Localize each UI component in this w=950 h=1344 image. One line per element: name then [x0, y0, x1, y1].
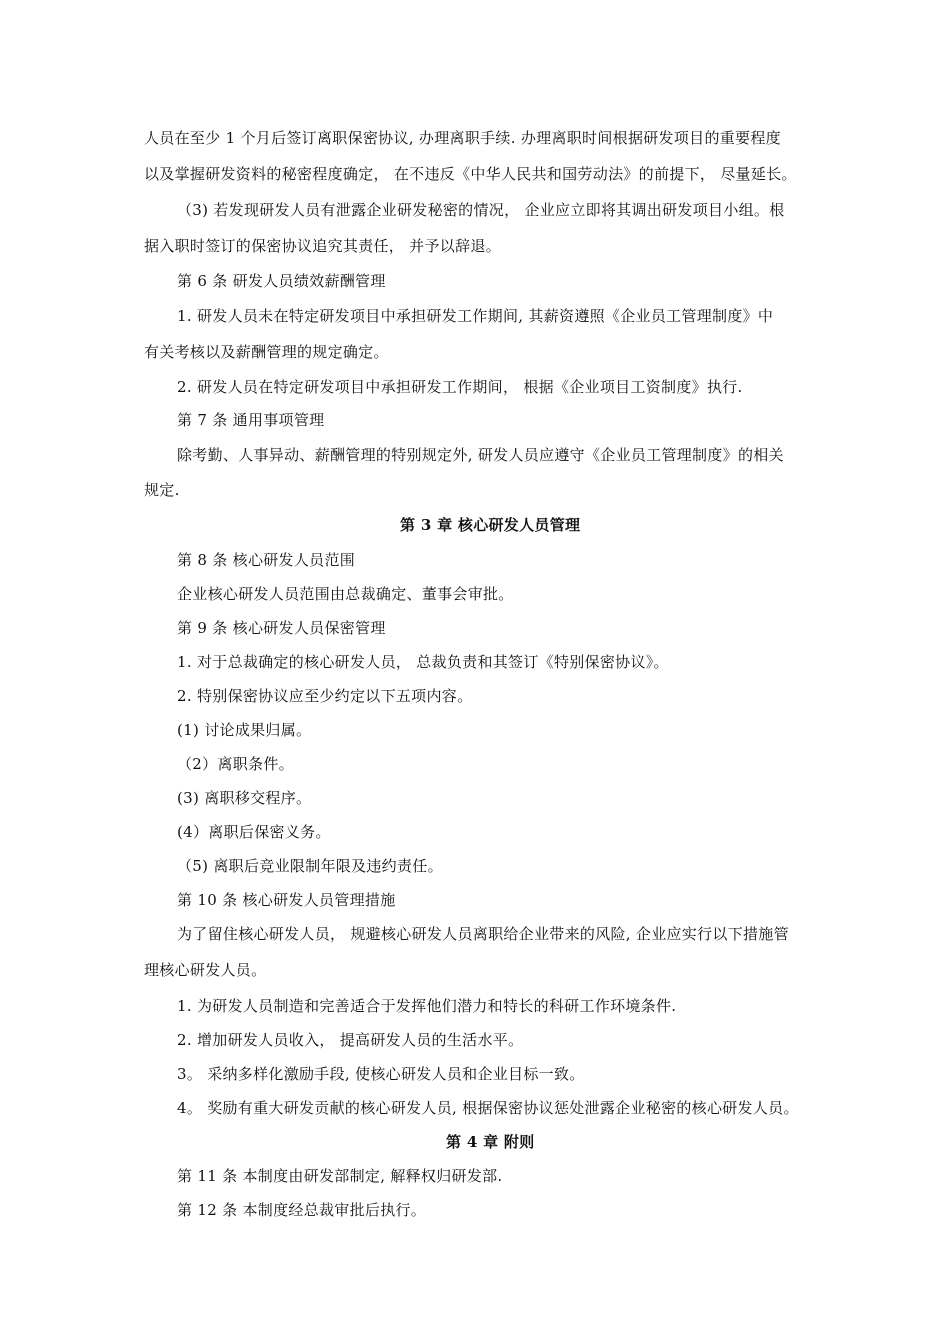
paragraph-line: 有关考核以及薪酬管理的规定确定。	[144, 343, 389, 361]
paragraph-line: （3) 若发现研发人员有泄露企业研发秘密的情况， 企业应立即将其调出研发项目小组。根	[177, 201, 785, 219]
list-item: 3。 采纳多样化激励手段, 使核心研发人员和企业目标一致。	[177, 1065, 585, 1083]
chapter-heading: 第 3 章 核心研发人员管理	[400, 516, 581, 534]
article-title: 第 7 条 通用事项管理	[177, 411, 325, 429]
chapter-heading: 第 4 章 附则	[446, 1133, 535, 1151]
article-title: 第 10 条 核心研发人员管理措施	[177, 891, 396, 909]
list-item: 2. 增加研发人员收入， 提高研发人员的生活水平。	[177, 1031, 524, 1049]
list-item: 4。 奖励有重大研发贡献的核心研发人员, 根据保密协议惩处泄露企业秘密的核心研发人员。	[177, 1099, 799, 1117]
paragraph-line: 为了留住核心研发人员， 规避核心研发人员离职给企业带来的风险, 企业应实行以下措施管	[177, 925, 789, 943]
paragraph-line: 理核心研发人员。	[144, 961, 267, 979]
paragraph-line: 2. 特别保密协议应至少约定以下五项内容。	[177, 687, 473, 705]
paragraph-line: 1. 对于总裁确定的核心研发人员， 总裁负责和其签订《特别保密协议》。	[177, 653, 669, 671]
paragraph-line: 企业核心研发人员范围由总裁确定、董事会审批。	[177, 585, 514, 603]
list-item: (1) 讨论成果归属。	[177, 721, 312, 739]
list-item: 1. 为研发人员制造和完善适合于发挥他们潜力和特长的科研工作环境条件.	[177, 997, 677, 1015]
list-item: （5) 离职后竞业限制年限及违约责任。	[177, 857, 443, 875]
article-title: 第 6 条 研发人员绩效薪酬管理	[177, 272, 386, 290]
paragraph-line: 以及掌握研发资料的秘密程度确定， 在不违反《中华人民共和国劳动法》的前提下， 尽量延长。	[144, 165, 797, 183]
paragraph-line: 除考勤、人事异动、薪酬管理的特别规定外, 研发人员应遵守《企业员工管理制度》的相关	[177, 446, 784, 464]
paragraph-line: 人员在至少 1 个月后签订离职保密协议, 办理离职手续. 办理离职时间根据研发项目的重要程度	[144, 129, 781, 147]
list-item: （2）离职条件。	[177, 755, 294, 773]
article-title: 第 11 条 本制度由研发部制定, 解释权归研发部.	[177, 1167, 503, 1185]
paragraph-line: 据入职时签订的保密协议追究其责任， 并予以辞退。	[144, 237, 501, 255]
list-item: (4）离职后保密义务。	[177, 823, 331, 841]
paragraph-line: 规定.	[144, 481, 180, 499]
list-item: (3) 离职移交程序。	[177, 789, 312, 807]
paragraph-line: 1. 研发人员未在特定研发项目中承担研发工作期间, 其薪资遵照《企业员工管理制度》中	[177, 307, 774, 325]
paragraph-line: 2. 研发人员在特定研发项目中承担研发工作期间， 根据《企业项目工资制度》执行.	[177, 378, 743, 396]
article-title: 第 9 条 核心研发人员保密管理	[177, 619, 386, 637]
article-title: 第 8 条 核心研发人员范围	[177, 551, 356, 569]
article-title: 第 12 条 本制度经总裁审批后执行。	[177, 1201, 427, 1219]
